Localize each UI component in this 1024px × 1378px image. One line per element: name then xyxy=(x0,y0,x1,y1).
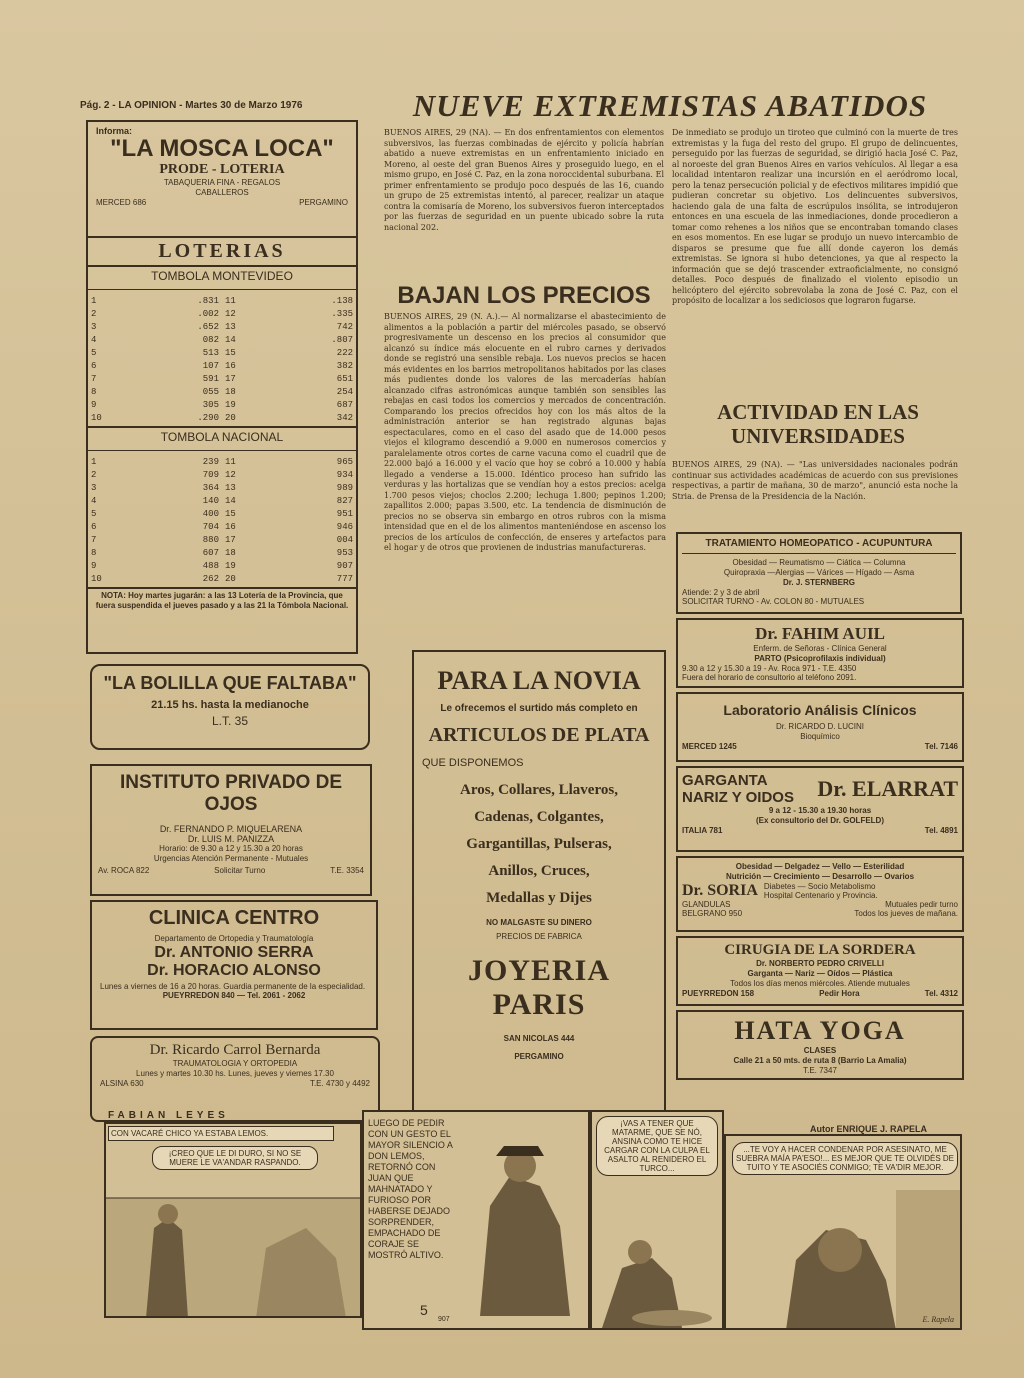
nacional-cell: 5 xyxy=(91,508,97,519)
montevideo-cell: 3 xyxy=(91,321,97,332)
montevideo-row xyxy=(88,333,356,346)
nacional-cell: 004 xyxy=(336,534,353,545)
montevideo-cell: 382 xyxy=(336,360,353,371)
fahim-line4: Fuera del horario de consultorio al teléfono 2091. xyxy=(682,673,857,682)
nacional-row xyxy=(88,507,356,520)
carrol-spec: TRAUMATOLOGIA Y ORTOPEDIA xyxy=(172,1059,298,1068)
montevideo-row xyxy=(88,320,356,333)
lab-tel: Tel. 7146 xyxy=(924,742,958,751)
montevideo-cell: 107 xyxy=(202,360,219,371)
novia-joyeria: JOYERIA PARIS xyxy=(467,954,610,1021)
mosca-sub3: CABALLEROS xyxy=(195,188,249,197)
homeo-turno: SOLICITAR TURNO - Av. COLON 80 - MUTUALES xyxy=(682,597,865,606)
nacional-cell: 709 xyxy=(202,469,219,480)
nacional-cell: 11 xyxy=(224,456,236,467)
nacional-cell: 9 xyxy=(91,560,97,571)
montevideo-cell: .138 xyxy=(331,295,353,306)
nacional-cell: 907 xyxy=(336,560,353,571)
montevideo-cell: 1 xyxy=(91,295,97,306)
sordera-title: CIRUGIA DE LA SORDERA xyxy=(724,942,916,958)
instituto-hours: Horario: de 9.30 a 12 y 15.30 a 20 horas xyxy=(159,844,303,853)
fahim-ad xyxy=(676,618,964,688)
precios-headline: BAJAN LOS PRECIOS xyxy=(397,282,651,309)
soria-line3: Diabetes — Socio Metabolismo xyxy=(763,882,876,891)
montevideo-cell: 8 xyxy=(91,386,97,397)
nacional-row xyxy=(88,481,356,494)
comic-p2-number: 5 xyxy=(420,1302,428,1318)
novia-malgaste: NO MALGASTE SU DINERO xyxy=(486,918,592,927)
montevideo-cell: 14 xyxy=(224,334,236,345)
montevideo-title: TOMBOLA MONTEVIDEO xyxy=(88,267,356,290)
nacional-cell: 16 xyxy=(224,521,236,532)
instituto-title: INSTITUTO PRIVADO DE OJOS xyxy=(119,772,343,815)
soria-doc: Dr. SORIA xyxy=(682,882,758,899)
montevideo-cell: 651 xyxy=(336,373,353,384)
montevideo-cell: 10 xyxy=(91,412,102,423)
nacional-cell: 4 xyxy=(91,495,97,506)
nacional-cell: 7 xyxy=(91,534,97,545)
mosca-sub1: PRODE - LOTERIA xyxy=(159,162,285,177)
fahim-title: Dr. FAHIM AUIL xyxy=(755,624,885,643)
nacional-cell: 777 xyxy=(336,573,353,584)
comic-p1-bubble: ¡CREO QUE LE DI DURO, SI NO SE MUERE LE VA'ANDAR RASPANDO. xyxy=(152,1146,318,1170)
loterias-box xyxy=(86,236,358,654)
nacional-row xyxy=(88,546,356,559)
elarrat-ex: (Ex consultorio del Dr. GOLFELD) xyxy=(755,816,884,825)
homeo-attend: Atiende: 2 y 3 de abril xyxy=(682,588,760,597)
montevideo-cell: 055 xyxy=(202,386,219,397)
lab-doc: Dr. RICARDO D. LUCINI xyxy=(775,722,864,731)
montevideo-row xyxy=(88,346,356,359)
fahim-line1: Enferm. de Señoras - Clínica General xyxy=(753,644,887,653)
soria-mutuales: Mutuales pedir turno xyxy=(885,900,958,909)
carrol-hours: Lunes y martes 10.30 hs. Lunes, jueves y viernes 17.30 xyxy=(136,1069,334,1078)
nacional-cell: 400 xyxy=(202,508,219,519)
montevideo-cell: 4 xyxy=(91,334,97,345)
yoga-title: HATA YOGA xyxy=(734,1016,906,1045)
soria-line2: Nutrición — Crecimiento — Desarrollo — Ovarios xyxy=(725,872,915,881)
montevideo-cell: 17 xyxy=(224,373,236,384)
carrol-tel: T.E. 4730 y 4492 xyxy=(309,1079,370,1088)
comic-p3-bubble: ¡VAS A TENER QUE MATARME, QUE SE NÓ, ANSINA COMO TE HICE CARGAR CON LA CULPA EL ASALTO AL RENIDERO EL TURCO... xyxy=(596,1116,718,1176)
novia-item: Anillos, Cruces, xyxy=(488,863,590,879)
novia-articulos: ARTICULOS DE PLATA xyxy=(428,724,650,746)
nacional-table xyxy=(88,455,356,585)
loterias-title: LOTERIAS xyxy=(88,238,356,267)
lab-bio: Bioquímico xyxy=(800,732,840,741)
bolilla-station: L.T. 35 xyxy=(211,714,249,728)
nacional-cell: 989 xyxy=(336,482,353,493)
nacional-row xyxy=(88,468,356,481)
precios-body: BUENOS AIRES, 29 (N. A.).— Al normalizarse el abastecimiento de alimentos a la población a partir del miércoles pasado, se observó progresivamente un descenso en los precios al consumidor que alcanzó su índice más elocuente en el rubro carnes y derivados donde se registró una sensible rebaja. Los nuevos precios se hacen más evidentes en los barrios metropolitanos habitados por las clases más pudientes donde los valores de las mercaderías habían alcanzado cifras astronómicas aunque también son sensibles las rebajas en casi todos los comercios y mercados de concentración. Comparando los precios ofrecidos hoy con los más altos de la administración anterior se han registrado algunas bajas espectaculares, como en el caso del asado que de 14.000 pesos viejos el kilogramo descendió a 9.000 en numerosos comercios y paralelamente otros cortes de carne vacuna como el cuadril que de 22.000 bajó a 16.000 y el vacío que hoy se cobró a 10.000 y había llegado a venderse a 15.000. Idéntico proceso han sufrido las verduras y las hortalizas que se vendían hoy a estos precios: acelga 1.700 pesos viejos; choclos 2.200; lechuga 1.800; pepinos 1.200; zapallitos 2.000; papas 3.500, etc. La tendencia de disminución de precios no se observa sin embargo en otros rubros con la misma intensidad que en el de los alimentos manteniéndose en ascenso los precios de los artículos de confección, de enseres y artefactos para el hogar y de otros que provienen de industrias manufactureras. xyxy=(384,312,666,552)
comic-p4-bubble: ...TE VOY A HACER CONDENAR POR ASESINATO, ME SUEBRA MAÍA PA'ESO!... ES MEJOR QUE TE OLVIDÉS DE TUITO Y TE ASOCIÉS CONMIGO; TE VA'DIR MEJOR. xyxy=(732,1142,958,1175)
comic-p1-caption: CON VACARÉ CHICO YA ESTABA LEMOS. xyxy=(108,1126,334,1141)
montevideo-cell: 7 xyxy=(91,373,97,384)
novia-addr: SAN NICOLAS 444 xyxy=(503,1034,575,1043)
soria-glandulas: GLANDULAS xyxy=(682,900,731,909)
nacional-cell: 488 xyxy=(202,560,219,571)
instituto-addr: Av. ROCA 822 xyxy=(98,866,150,875)
elarrat-t2: NARIZ Y OIDOS xyxy=(682,789,794,806)
bolilla-ad xyxy=(90,664,370,750)
nacional-cell: 364 xyxy=(202,482,219,493)
fahim-line3: 9.30 a 12 y 15.30 a 19 - Av. Roca 971 - T.E. 4350 xyxy=(682,664,857,673)
mosca-loca-ad xyxy=(86,120,358,238)
clinica-addr: PUEYRREDON 840 — Tel. 2061 - 2062 xyxy=(162,991,306,1000)
montevideo-cell: 342 xyxy=(336,412,353,423)
page-header: Pág. 2 - LA OPINION - Martes 30 de Marzo 1976 xyxy=(80,100,303,111)
nacional-cell: 239 xyxy=(202,456,219,467)
novia-disponemos: QUE DISPONEMOS xyxy=(422,757,524,769)
nacional-cell: 18 xyxy=(224,547,236,558)
nacional-cell: 1 xyxy=(91,456,97,467)
nacional-row xyxy=(88,559,356,572)
soria-line5: Todos los jueves de mañana. xyxy=(854,909,958,918)
instituto-doc2: Dr. LUIS M. PANIZZA xyxy=(187,834,275,844)
novia-item: Gargantillas, Pulseras, xyxy=(466,836,612,852)
montevideo-cell: 513 xyxy=(202,347,219,358)
nacional-cell: 14 xyxy=(224,495,236,506)
nacional-row xyxy=(88,520,356,533)
montevideo-cell: 254 xyxy=(336,386,353,397)
comic-p4-drawing xyxy=(726,1190,960,1330)
montevideo-row xyxy=(88,385,356,398)
nacional-cell: 17 xyxy=(224,534,236,545)
nacional-cell: 19 xyxy=(224,560,236,571)
nacional-cell: 2 xyxy=(91,469,97,480)
homeo-doc: Dr. J. STERNBERG xyxy=(782,578,855,587)
montevideo-cell: 12 xyxy=(224,308,236,319)
nacional-cell: 262 xyxy=(202,573,219,584)
montevideo-cell: .807 xyxy=(331,334,353,345)
comic-p3-drawing xyxy=(592,1198,722,1328)
montevideo-cell: 2 xyxy=(91,308,97,319)
montevideo-cell: .335 xyxy=(331,308,353,319)
nacional-cell: 6 xyxy=(91,521,97,532)
nacional-cell: 12 xyxy=(224,469,236,480)
comic-p4-sig: E. Rapela xyxy=(922,1315,954,1324)
nacional-cell: 10 xyxy=(91,573,102,584)
novia-fabrica: PRECIOS DE FABRICA xyxy=(496,932,582,941)
montevideo-table xyxy=(88,294,356,424)
sordera-turno: Pedir Hora xyxy=(819,989,860,998)
sordera-ad xyxy=(676,936,964,1006)
nacional-cell: 880 xyxy=(202,534,219,545)
nacional-cell: 15 xyxy=(224,508,236,519)
elarrat-addr: ITALIA 781 xyxy=(682,826,723,835)
novia-item: Cadenas, Colgantes, xyxy=(474,809,604,825)
soria-addr: BELGRANO 950 xyxy=(682,909,743,918)
carrol-title: Dr. Ricardo Carrol Bernarda xyxy=(149,1042,321,1058)
yoga-tel: T.E. 7347 xyxy=(803,1066,837,1075)
nacional-cell: 965 xyxy=(336,456,353,467)
lab-addr: MERCED 1245 xyxy=(682,742,737,751)
montevideo-cell: 11 xyxy=(224,295,236,306)
montevideo-cell: 5 xyxy=(91,347,97,358)
nacional-cell: 8 xyxy=(91,547,97,558)
clinica-doc1: Dr. ANTONIO SERRA xyxy=(154,944,314,961)
montevideo-cell: 305 xyxy=(202,399,219,410)
comic-panel-1 xyxy=(104,1122,362,1318)
nacional-cell: 951 xyxy=(336,508,353,519)
sordera-doc: Dr. NORBERTO PEDRO CRIVELLI xyxy=(756,959,884,968)
comic-panel-4 xyxy=(724,1134,962,1330)
nacional-row xyxy=(88,572,356,585)
elarrat-tel: Tel. 4891 xyxy=(924,826,958,835)
montevideo-cell: 15 xyxy=(224,347,236,358)
novia-city: PERGAMINO xyxy=(514,1052,564,1061)
nacional-cell: 13 xyxy=(224,482,236,493)
sordera-addr: PUEYRREDON 158 xyxy=(682,989,755,998)
instituto-doc1: Dr. FERNANDO P. MIQUELARENA xyxy=(159,824,303,834)
montevideo-cell: 18 xyxy=(224,386,236,397)
nacional-cell: 827 xyxy=(336,495,353,506)
sordera-line1: Garganta — Nariz — Oídos — Plástica xyxy=(747,969,893,978)
instituto-tel: T.E. 3354 xyxy=(330,866,364,875)
montevideo-cell: 082 xyxy=(202,334,219,345)
montevideo-cell: 16 xyxy=(224,360,236,371)
comic-author: Autor ENRIQUE J. RAPELA xyxy=(810,1124,928,1134)
comic-title: FABIAN LEYES xyxy=(108,1110,229,1121)
montevideo-cell: 222 xyxy=(336,347,353,358)
montevideo-row xyxy=(88,307,356,320)
sordera-line2: Todos los días menos miércoles. Atiende mutuales xyxy=(730,979,910,988)
nacional-row xyxy=(88,455,356,468)
soria-line4: Hospital Centenario y Provincia. xyxy=(763,891,878,900)
main-headline: NUEVE EXTREMISTAS ABATIDOS xyxy=(412,88,928,123)
nacional-cell: 946 xyxy=(336,521,353,532)
montevideo-cell: 19 xyxy=(224,399,236,410)
yoga-clases: CLASES xyxy=(803,1046,837,1055)
clinica-centro-ad xyxy=(90,900,378,1030)
elarrat-t1: GARGANTA xyxy=(682,772,768,789)
novia-item: Aros, Collares, Llaveros, xyxy=(460,782,618,798)
main-col2: De inmediato se produjo un tiroteo que culminó con la muerte de tres extremistas y la fuga del resto del grupo. El grupo de delincuentes, perseguido por las fuerzas de seguridad, se dirigió hacia José C. Paz, al noroeste del gran Buenos Aires en varios vehículos. Al llegar a esa localidad intentaron realizar una incursión en el aeródromo local, pero la tenaz persecución policial y de efectivos militares impidió que pudieran concretar su objetivo. Los delincuentes subversivos, haciendo gala de una falta de escrúpulos insólita, se introdujeron entonces en una escuela de las inmediaciones, donde procedieron a tomar como rehenes a los niños que se encontraban tomando clases en esos momentos. En ese lugar se produjo un nuevo intercambio de disparos se presume que fue allí donde cayeron los demás extremistas. Se ignora si hubo detenciones, ya que al respecto la información que se dejó trascender extraoficialmente, no consignó detalles. Poco después de finalizado el violento episodio un helicóptero del ejército sobrevolaba la zona de José C. Paz, con el propósito de localizar a los sediciosos que lograron fugarse. xyxy=(672,128,958,305)
clinica-doc2: Dr. HORACIO ALONSO xyxy=(147,962,321,979)
yoga-addr: Calle 21 a 50 mts. de ruta 8 (Barrio La Amalia) xyxy=(733,1056,907,1065)
soria-ad xyxy=(676,856,964,932)
montevideo-cell: 591 xyxy=(202,373,219,384)
lab-title: Laboratorio Análisis Clínicos xyxy=(723,702,917,718)
elarrat-hours: 9 a 12 - 15.30 a 19.30 horas xyxy=(768,806,872,815)
comic-p2-drawing xyxy=(460,1116,590,1326)
novia-offer: Le ofrecemos el surtido más completo en xyxy=(440,703,638,714)
comic-panel-3 xyxy=(590,1110,724,1330)
univ-body: BUENOS AIRES, 29 (NA). — "Las universidades nacionales podrán continuar sus actividades académicas de acuerdo con sus previsiones respectivas, a partir de mañana, 30 de marzo", anunció esta noche la Stria. de Prensa de la Presidencia de la Nación. xyxy=(672,460,958,501)
montevideo-row xyxy=(88,411,356,424)
bolilla-time: 21.15 hs. hasta la medianoche xyxy=(151,699,309,711)
laboratorio-ad xyxy=(676,692,964,762)
montevideo-cell: .002 xyxy=(197,308,219,319)
novia-ad xyxy=(412,650,666,1112)
nacional-title: TOMBOLA NACIONAL xyxy=(88,426,356,451)
loterias-nota: NOTA: Hoy martes jugarán: a las 13 Lotería de la Provincia, que fuera suspendida el jueves pasado y a las 21 la Tómbola Nacional. xyxy=(88,587,356,613)
instituto-urg: Urgencias Atención Permanente - Mutuales xyxy=(153,854,309,863)
mosca-address: MERCED 686 xyxy=(96,198,147,207)
mosca-city: PERGAMINO xyxy=(299,198,348,207)
homeo-line2: Quiropraxia —Alergias — Várices — Hígado — Asma xyxy=(723,568,915,577)
novia-item: Medallas y Dijes xyxy=(486,890,592,906)
nacional-row xyxy=(88,494,356,507)
montevideo-cell: 20 xyxy=(224,412,236,423)
montevideo-row xyxy=(88,398,356,411)
mosca-informa: Informa: xyxy=(96,126,132,136)
clinica-hours: Lunes a viernes de 16 a 20 horas. Guardia permanente de la especialidad. xyxy=(100,982,366,991)
nacional-row xyxy=(88,533,356,546)
fahim-line2: PARTO (Psicoprofilaxis individual) xyxy=(754,654,886,663)
montevideo-cell: 687 xyxy=(336,399,353,410)
nacional-cell: 607 xyxy=(202,547,219,558)
novia-title: PARA LA NOVIA xyxy=(437,666,641,695)
montevideo-row xyxy=(88,372,356,385)
instituto-turno: Solicitar Turno xyxy=(214,866,266,875)
soria-line1: Obesidad — Delgadez — Vello — Esterilidad xyxy=(735,862,905,871)
nacional-cell: 704 xyxy=(202,521,219,532)
montevideo-cell: 6 xyxy=(91,360,97,371)
clinica-title: CLINICA CENTRO xyxy=(148,907,320,929)
comic-ref: 907 xyxy=(438,1316,450,1323)
instituto-ojos-ad xyxy=(90,764,372,896)
carrol-addr: ALSINA 630 xyxy=(100,1079,144,1088)
nacional-cell: 20 xyxy=(224,573,236,584)
montevideo-row xyxy=(88,359,356,372)
main-col1: BUENOS AIRES, 29 (NA). — En dos enfrentamientos con elementos subversivos, las fuerzas combinadas de ejército y policía habrían abatido a nueve extremistas en un enfrentamiento iniciado en Moreno, al oeste del gran Buenos Aires y proseguido luego, en el mismo grupo, en José C. Paz, en la zona noroccidental suburbana. El primer enfrentamiento se produjo poco después de las 16, cuando un grupo de 25 extremistas intentó, al parecer, realizar un ataque contra la comisaría de Moreno, los subversivos fueron interceptados por las fuerzas de seguridad en un puente ubicado sobre la ruta nacional 202. xyxy=(384,128,664,232)
novia-items-list xyxy=(422,777,656,912)
sordera-tel: Tel. 4312 xyxy=(924,989,958,998)
comic-p1-drawing xyxy=(106,1168,360,1318)
comic-panel-2 xyxy=(362,1110,590,1330)
nacional-cell: 934 xyxy=(336,469,353,480)
bolilla-title: "LA BOLILLA QUE FALTABA" xyxy=(103,673,357,693)
mosca-sub2: TABAQUERIA FINA - REGALOS xyxy=(163,178,281,187)
homeo-title: TRATAMIENTO HOMEOPATICO - ACUPUNTURA xyxy=(682,538,956,554)
univ-headline: ACTIVIDAD EN LAS UNIVERSIDADES xyxy=(717,400,919,448)
montevideo-cell: 742 xyxy=(336,321,353,332)
comic-p2-text: LUEGO DE PEDIR CON UN GESTO EL MAYOR SILENCIO A DON LEMOS, RETORNÓ CON JUAN QUE MAHNATADO Y FURIOSO POR HABERSE DEJADO SORPRENDER, EMPACHADO DE CORAJE SE MOSTRÓ ALTIVO. xyxy=(368,1118,453,1260)
montevideo-cell: .290 xyxy=(197,412,219,423)
montevideo-cell: .831 xyxy=(197,295,219,306)
elarrat-doc: Dr. ELARRAT xyxy=(817,776,958,801)
montevideo-cell: 13 xyxy=(224,321,236,332)
elarrat-ad xyxy=(676,766,964,852)
yoga-ad xyxy=(676,1010,964,1080)
montevideo-row xyxy=(88,294,356,307)
nacional-cell: 3 xyxy=(91,482,97,493)
homeo-ad xyxy=(676,532,962,614)
nacional-cell: 953 xyxy=(336,547,353,558)
montevideo-cell: 9 xyxy=(91,399,97,410)
montevideo-cell: .652 xyxy=(197,321,219,332)
mosca-title: "LA MOSCA LOCA" xyxy=(110,135,334,162)
homeo-line1: Obesidad — Reumatismo — Ciática — Columna xyxy=(732,558,906,567)
clinica-dept: Departamento de Ortopedia y Traumatología xyxy=(154,934,314,943)
nacional-cell: 140 xyxy=(202,495,219,506)
